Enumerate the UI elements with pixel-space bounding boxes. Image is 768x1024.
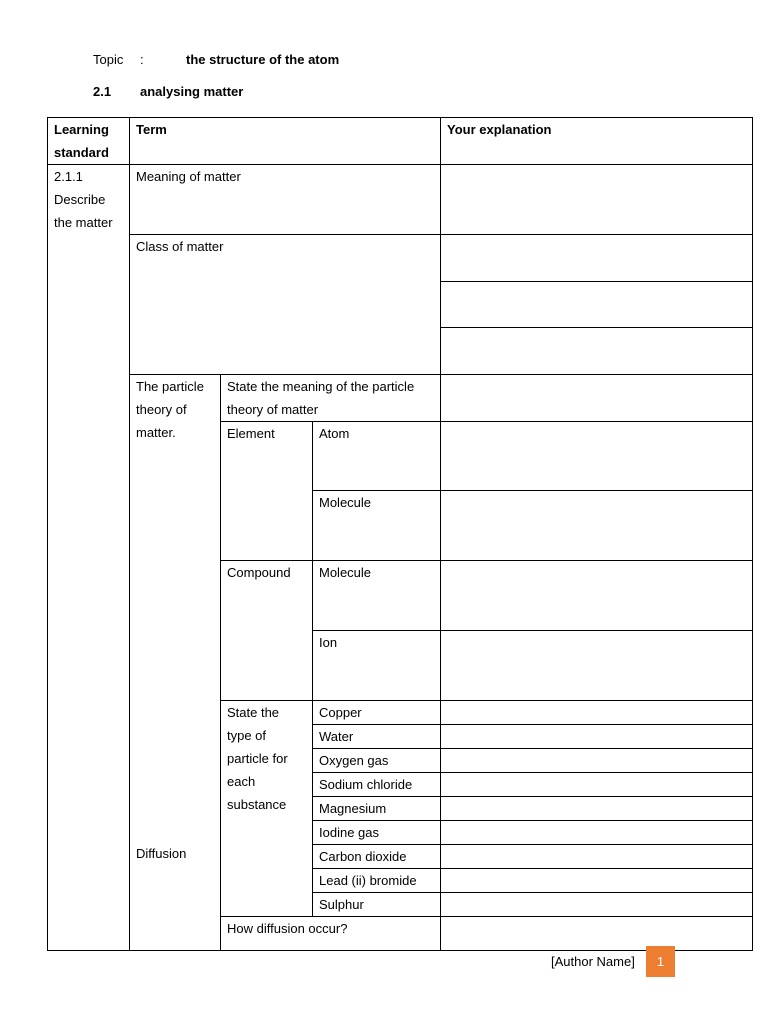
substance-magnesium: Magnesium [313,797,441,821]
term-compound-molecule: Molecule [313,561,441,631]
answer-state-meaning[interactable] [441,375,753,422]
worksheet-table [47,117,753,951]
answer-water[interactable] [441,725,753,749]
answer-compound-ion[interactable] [441,631,753,701]
term-element-molecule: Molecule [313,491,441,561]
header-term: Term [130,118,441,165]
answer-element-molecule[interactable] [441,491,753,561]
answer-copper[interactable] [441,701,753,725]
term-meaning-of-matter: Meaning of matter [130,165,441,235]
answer-carbon-dioxide[interactable] [441,845,753,869]
term-state-type: State the type of particle for each substance [221,701,313,917]
section-number: 2.1 [93,84,112,99]
term-compound: Compound [221,561,313,701]
topic-label: Topic [93,52,124,67]
substance-carbon-dioxide: Carbon dioxide [313,845,441,869]
standard-text: Describe the matter [54,192,113,230]
answer-class-of-matter-1[interactable] [441,235,753,282]
diffusion-label: Diffusion [136,846,187,861]
substance-copper: Copper [313,701,441,725]
particle-theory-text: The particle theory of matter. [136,379,204,440]
answer-meaning-of-matter[interactable] [441,165,753,235]
answer-lead-bromide[interactable] [441,869,753,893]
header-learning-standard: Learning standard [48,118,130,165]
answer-class-of-matter-3[interactable] [441,328,753,375]
substance-oxygen-gas: Oxygen gas [313,749,441,773]
learning-standard-cell [48,165,130,951]
section-title: analysing matter [140,84,244,99]
term-how-diffusion: How diffusion occur? [221,917,441,951]
topic-colon: : [140,52,144,67]
answer-oxygen-gas[interactable] [441,749,753,773]
term-particle-theory [130,375,221,951]
substance-sulphur: Sulphur [313,893,441,917]
term-class-of-matter: Class of matter [130,235,441,375]
substance-water: Water [313,725,441,749]
answer-magnesium[interactable] [441,797,753,821]
header-explanation: Your explanation [441,118,753,165]
term-element: Element [221,422,313,561]
particle-theory-spacer [136,444,214,842]
page-number-badge: 1 [646,946,675,977]
term-element-atom: Atom [313,422,441,491]
answer-sodium-chloride[interactable] [441,773,753,797]
standard-code: 2.1.1 [54,169,83,184]
answer-sulphur[interactable] [441,893,753,917]
term-compound-ion: Ion [313,631,441,701]
topic-value: the structure of the atom [186,52,340,67]
answer-class-of-matter-2[interactable] [441,282,753,328]
answer-how-diffusion[interactable] [441,917,753,951]
substance-iodine-gas: Iodine gas [313,821,441,845]
substance-lead-bromide: Lead (ii) bromide [313,869,441,893]
answer-compound-molecule[interactable] [441,561,753,631]
substance-sodium-chloride: Sodium chloride [313,773,441,797]
term-state-meaning: State the meaning of the particle theory of matter [221,375,441,422]
footer-author: [Author Name] [551,954,635,969]
answer-iodine-gas[interactable] [441,821,753,845]
answer-element-atom[interactable] [441,422,753,491]
